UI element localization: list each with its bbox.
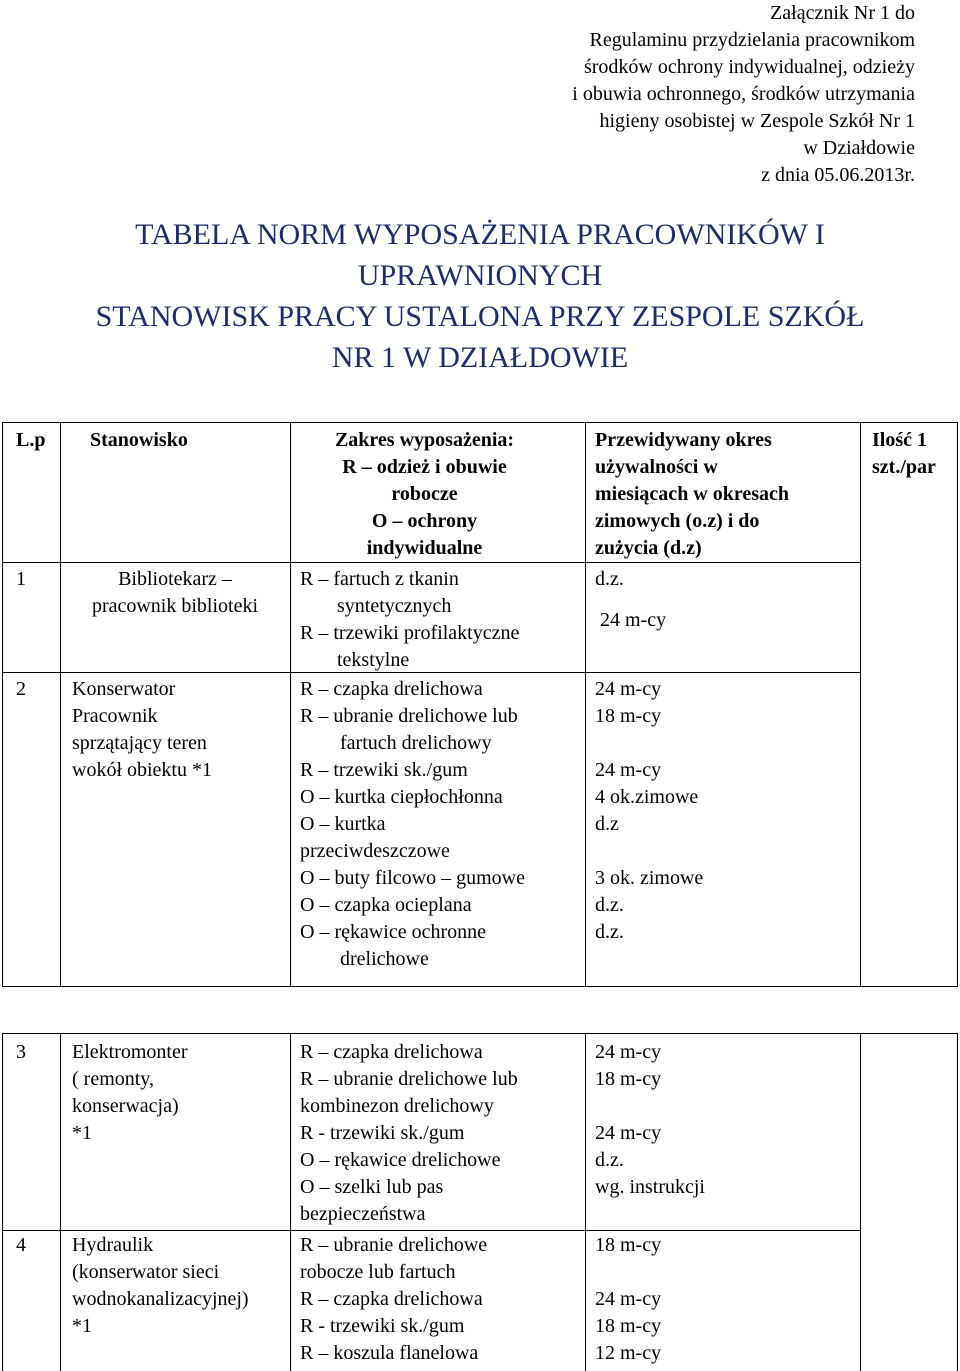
item-line: R – koszula flanelowa bbox=[300, 1342, 479, 1364]
table-border bbox=[2, 1033, 958, 1034]
attachment-note bbox=[572, 0, 915, 189]
period-line: 18 m-cy bbox=[595, 1068, 662, 1090]
period-line: 18 m-cy bbox=[595, 705, 662, 727]
table-border bbox=[860, 1033, 861, 1371]
column-header-lp: L.p bbox=[16, 429, 46, 451]
column-header-scope bbox=[292, 427, 557, 562]
table-border bbox=[2, 562, 861, 563]
position-line: pracownik biblioteki bbox=[91, 595, 259, 617]
scope-header-line: indywidualne bbox=[366, 537, 483, 559]
row-position bbox=[72, 676, 212, 784]
period-header-line: zimowych (o.z) i do bbox=[595, 510, 760, 532]
table-border bbox=[60, 1033, 61, 1371]
table-border bbox=[2, 986, 958, 987]
title-line: UPRAWNIONYCH bbox=[357, 259, 603, 292]
item-line: R – fartuch z tkanin bbox=[300, 568, 459, 590]
period-line: 12 m-cy bbox=[595, 1342, 662, 1364]
scope-header-line: R – odzież i obuwie bbox=[342, 456, 507, 478]
item-line: tekstylne bbox=[337, 649, 410, 671]
table-border bbox=[290, 1033, 291, 1371]
table-border bbox=[860, 422, 861, 987]
period-header-line: zużycia (d.z) bbox=[595, 537, 702, 559]
period-line: 18 m-cy bbox=[595, 1315, 662, 1337]
row-items bbox=[300, 676, 580, 973]
item-line: robocze lub fartuch bbox=[300, 1261, 456, 1283]
item-line: R – ubranie drelichowe lub bbox=[300, 705, 518, 727]
item-line: R - trzewiki sk./gum bbox=[300, 1122, 465, 1144]
item-line: przeciwdeszczowe bbox=[300, 840, 450, 862]
period-header-line: miesiącach w okresach bbox=[595, 483, 790, 505]
period-line: d.z bbox=[595, 813, 619, 835]
attachment-line: Załącznik Nr 1 do bbox=[770, 2, 915, 24]
period-line: d.z. bbox=[595, 568, 624, 590]
position-line: *1 bbox=[72, 1315, 92, 1337]
row-position bbox=[72, 1039, 188, 1147]
table-border bbox=[2, 422, 3, 987]
position-line: wokół obiektu *1 bbox=[72, 759, 212, 781]
item-line: O – rękawice drelichowe bbox=[300, 1149, 501, 1171]
period-line: 24 m-cy bbox=[595, 1122, 662, 1144]
period-line: d.z. bbox=[595, 1149, 624, 1171]
row-lp: 4 bbox=[16, 1234, 26, 1256]
item-line: R – ubranie drelichowe lub bbox=[300, 1068, 518, 1090]
period-line: 3 ok. zimowe bbox=[595, 867, 704, 889]
item-line: O – szelki lub pas bbox=[300, 1176, 444, 1198]
position-line: konserwacja) bbox=[72, 1095, 179, 1117]
position-line: wodnokanalizacyjnej) bbox=[72, 1288, 249, 1310]
table-border bbox=[2, 422, 958, 423]
row-lp: 1 bbox=[16, 568, 26, 590]
table-border bbox=[585, 422, 586, 987]
row-lp: 2 bbox=[16, 678, 26, 700]
position-line: Konserwator bbox=[72, 678, 176, 700]
item-line: O – rękawice ochronne bbox=[300, 921, 487, 943]
period-line: wg. instrukcji bbox=[595, 1176, 705, 1198]
position-line: ( remonty, bbox=[72, 1068, 155, 1090]
attachment-line: i obuwia ochronnego, środków utrzymania bbox=[572, 83, 915, 105]
item-line: R – czapka drelichowa bbox=[300, 1041, 483, 1063]
attachment-line: higieny osobistej w Zespole Szkół Nr 1 bbox=[599, 110, 915, 132]
column-header-period bbox=[595, 427, 789, 562]
table-border bbox=[957, 1033, 958, 1371]
period-line: d.z. bbox=[595, 921, 624, 943]
table-border bbox=[2, 1033, 3, 1371]
row-periods bbox=[595, 676, 703, 946]
title-line: NR 1 W DZIAŁDOWIE bbox=[331, 341, 629, 374]
attachment-line: Regulaminu przydzielania pracownikom bbox=[589, 29, 915, 51]
item-line: R – czapka drelichowa bbox=[300, 678, 483, 700]
item-line: O – buty filcowo – gumowe bbox=[300, 867, 525, 889]
attachment-line: w Działdowie bbox=[803, 137, 915, 159]
position-line: Elektromonter bbox=[72, 1041, 188, 1063]
position-line: Pracownik bbox=[72, 705, 158, 727]
document-title bbox=[0, 214, 960, 378]
row-position bbox=[72, 1232, 249, 1340]
row-lp: 3 bbox=[16, 1041, 26, 1063]
qty-header-line: szt./par bbox=[872, 456, 936, 478]
period-line: 4 ok.zimowe bbox=[595, 786, 699, 808]
attachment-line: środków ochrony indywidualnej, odzieży bbox=[583, 56, 915, 78]
position-line: (konserwator sieci bbox=[72, 1261, 220, 1283]
period-line: 24 m-cy bbox=[595, 1288, 662, 1310]
table-border bbox=[2, 1230, 861, 1231]
table-border bbox=[585, 1033, 586, 1371]
item-line: syntetycznych bbox=[337, 595, 452, 617]
attachment-line: z dnia 05.06.2013r. bbox=[761, 164, 915, 186]
title-line: STANOWISK PRACY USTALONA PRZY ZESPOLE SZKÓŁ bbox=[95, 300, 865, 333]
table-border bbox=[290, 422, 291, 987]
row-periods bbox=[595, 1039, 705, 1201]
scope-header-line: robocze bbox=[391, 483, 458, 505]
title-line: TABELA NORM WYPOSAŻENIA PRACOWNIKÓW I bbox=[135, 218, 825, 251]
position-line: *1 bbox=[72, 1122, 92, 1144]
item-line: R – trzewiki profilaktyczne bbox=[300, 622, 520, 644]
period-line: 24 m-cy bbox=[600, 609, 667, 631]
period-line: d.z. bbox=[595, 894, 624, 916]
row-position bbox=[62, 566, 288, 620]
item-line: kombinezon drelichowy bbox=[300, 1095, 494, 1117]
item-line: fartuch drelichowy bbox=[340, 732, 492, 754]
column-header-position: Stanowisko bbox=[90, 429, 188, 451]
period-line: 24 m-cy bbox=[595, 678, 662, 700]
item-line: R - trzewiki sk./gum bbox=[300, 1315, 465, 1337]
period-line: 24 m-cy bbox=[595, 1041, 662, 1063]
position-line: Hydraulik bbox=[72, 1234, 154, 1256]
position-line: sprzątający teren bbox=[72, 732, 207, 754]
scope-header-line: Zakres wyposażenia: bbox=[334, 429, 515, 451]
item-line: bezpieczeństwa bbox=[300, 1203, 426, 1225]
item-line: R – czapka drelichowa bbox=[300, 1288, 483, 1310]
row-items bbox=[300, 566, 580, 674]
row-periods bbox=[595, 566, 666, 634]
scope-header-line: O – ochrony bbox=[371, 510, 478, 532]
row-periods bbox=[595, 1232, 661, 1367]
table-border bbox=[60, 422, 61, 987]
item-line: O – czapka ocieplana bbox=[300, 894, 472, 916]
item-line: O – kurtka bbox=[300, 813, 386, 835]
item-line: R – ubranie drelichowe bbox=[300, 1234, 488, 1256]
qty-header-line: Ilość 1 bbox=[872, 429, 927, 451]
position-line: Bibliotekarz – bbox=[118, 568, 232, 590]
item-line: R – trzewiki sk./gum bbox=[300, 759, 468, 781]
item-line: drelichowe bbox=[340, 948, 429, 970]
row-items bbox=[300, 1232, 580, 1367]
period-line: 18 m-cy bbox=[595, 1234, 662, 1256]
table-border bbox=[957, 422, 958, 987]
item-line: O – kurtka ciepłochłonna bbox=[300, 786, 503, 808]
period-line: 24 m-cy bbox=[595, 759, 662, 781]
period-header-line: używalności w bbox=[595, 456, 718, 478]
column-header-qty bbox=[872, 427, 936, 481]
period-header-line: Przewidywany okres bbox=[595, 429, 772, 451]
row-items bbox=[300, 1039, 580, 1228]
